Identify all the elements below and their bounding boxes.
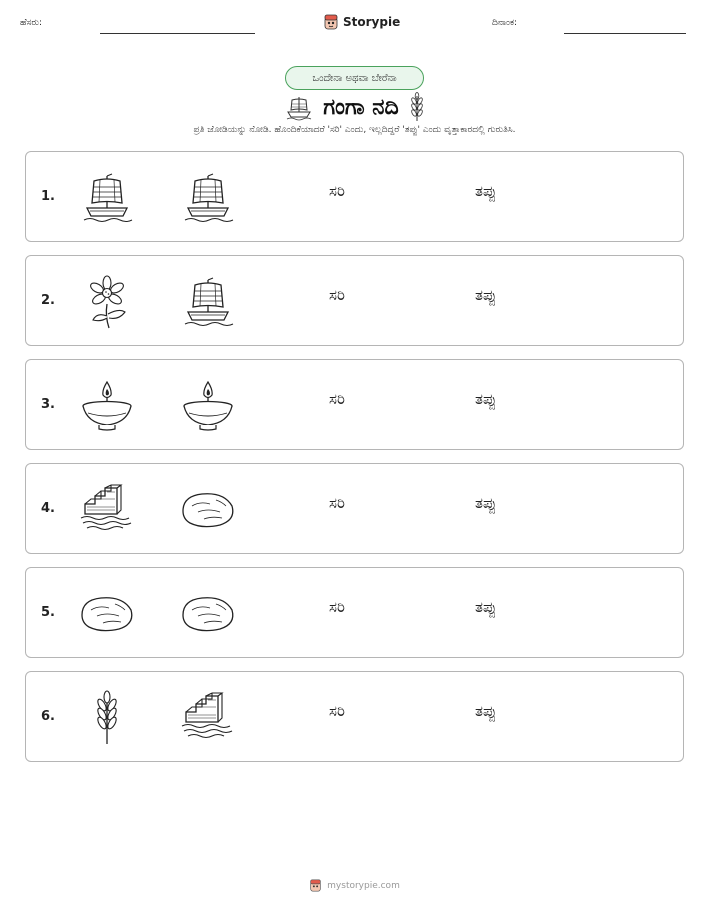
question-number: 4. bbox=[41, 501, 55, 516]
question-number: 5. bbox=[41, 605, 55, 620]
river-stone-icon bbox=[180, 586, 236, 642]
boat-icon bbox=[79, 170, 135, 226]
question-row bbox=[25, 671, 684, 762]
false-option[interactable]: ತಪ್ಪು bbox=[475, 286, 497, 304]
boat-icon bbox=[285, 94, 313, 120]
wheat-icon bbox=[79, 690, 135, 746]
true-option[interactable]: ಸರಿ bbox=[329, 598, 345, 616]
question-number: 3. bbox=[41, 397, 55, 412]
storypie-mascot-icon bbox=[323, 14, 339, 30]
river-stone-icon bbox=[79, 586, 135, 642]
footer bbox=[0, 879, 709, 892]
question-number: 6. bbox=[41, 709, 55, 724]
true-option[interactable]: ಸರಿ bbox=[329, 286, 345, 304]
boat-icon bbox=[180, 170, 236, 226]
diya-lamp-icon bbox=[79, 378, 135, 434]
boat-icon bbox=[180, 274, 236, 330]
false-option[interactable]: ತಪ್ಪು bbox=[475, 182, 497, 200]
worksheet-header bbox=[0, 0, 709, 44]
true-option[interactable]: ಸರಿ bbox=[329, 390, 345, 408]
false-option[interactable]: ತಪ್ಪು bbox=[475, 390, 497, 408]
brand-logo bbox=[323, 13, 400, 31]
question-row bbox=[25, 359, 684, 450]
question-row bbox=[25, 255, 684, 346]
title-row bbox=[250, 90, 460, 124]
river-steps-icon bbox=[79, 482, 135, 538]
question-row bbox=[25, 151, 684, 242]
diya-lamp-icon bbox=[180, 378, 236, 434]
instructions: ಪ್ರತಿ ಜೋಡಿಯನ್ನು ನೋಡಿ. ಹೊಂದಿಕೆಯಾದರೆ 'ಸರಿ' ಎಂದು, ಇಲ್ಲದಿದ್ದರೆ 'ತಪ್ಪು' ಎಂದು ವೃತ್ತಾಕಾರದಲ್ಲಿ ಗುರುತಿಸಿ. bbox=[193, 125, 516, 135]
question-row bbox=[25, 463, 684, 554]
question-number: 1. bbox=[41, 189, 55, 204]
true-option[interactable]: ಸರಿ bbox=[329, 182, 345, 200]
question-number: 2. bbox=[41, 293, 55, 308]
worksheet-type-badge: ಒಂದೇನಾ ಅಥವಾ ಬೇರೆನಾ bbox=[285, 66, 424, 90]
footer-url: mystorypie.com bbox=[327, 880, 400, 891]
storypie-mascot-icon bbox=[309, 879, 322, 892]
question-row bbox=[25, 567, 684, 658]
flower-icon bbox=[79, 274, 135, 330]
false-option[interactable]: ತಪ್ಪು bbox=[475, 494, 497, 512]
false-option[interactable]: ತಪ್ಪು bbox=[475, 598, 497, 616]
date-line bbox=[564, 33, 686, 34]
date-label: ದಿನಾಂಕ: bbox=[492, 18, 518, 28]
page-title: ಗಂಗಾ ನದಿ bbox=[323, 94, 399, 120]
brand-name: Storypie bbox=[343, 15, 401, 29]
false-option[interactable]: ತಪ್ಪು bbox=[475, 702, 497, 720]
river-stone-icon bbox=[180, 482, 236, 538]
wheat-icon bbox=[409, 92, 425, 122]
true-option[interactable]: ಸರಿ bbox=[329, 494, 345, 512]
river-steps-icon bbox=[180, 690, 236, 746]
true-option[interactable]: ಸರಿ bbox=[329, 702, 345, 720]
name-label: ಹೆಸರು: bbox=[20, 18, 43, 28]
name-line bbox=[100, 33, 255, 34]
